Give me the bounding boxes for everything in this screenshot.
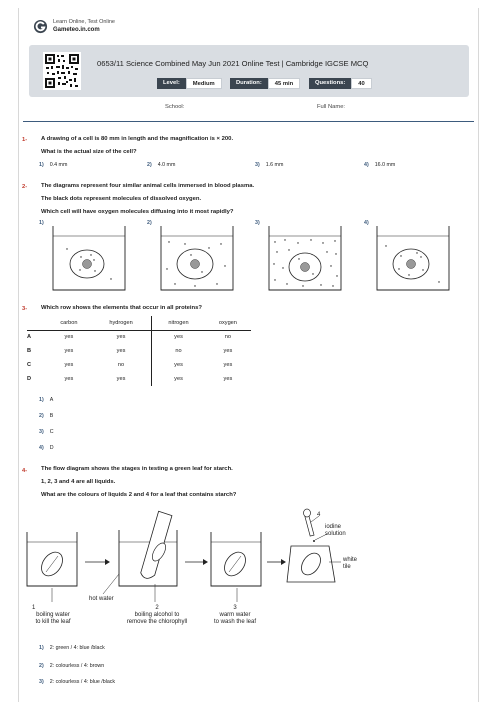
hot-water-label: hot water [89, 596, 114, 602]
answer-option[interactable]: 3) C [39, 429, 54, 435]
question-number: 4- [22, 468, 28, 474]
questions-value: 40 [351, 78, 371, 89]
step-number: 2 [155, 605, 159, 611]
step-number: 4 [317, 512, 321, 518]
answer-option[interactable]: 4) [364, 220, 369, 226]
test-title: 0653/11 Science Combined May Jun 2021 Online Test | Cambridge IGCSE MCQ [97, 59, 369, 68]
cell-beaker-diagram [155, 224, 239, 294]
level-label: Level: [157, 78, 186, 89]
question-text: Which cell will have oxygen molecules diffusing into it most rapidly? [41, 209, 234, 215]
school-label: School: [165, 104, 185, 110]
answer-option[interactable]: 4) 16.0 mm [364, 162, 396, 168]
fullname-label: Full Name: [317, 104, 346, 110]
answer-option[interactable]: 1) 0.4 mm [39, 162, 68, 168]
step-number: 1 [32, 605, 36, 611]
step-caption: remove the chlorophyll [126, 619, 188, 625]
protein-elements-table [27, 316, 251, 386]
question-text: What are the colours of liquids 2 and 4 for a leaf that contains starch? [41, 492, 237, 498]
step-caption: to wash the leaf [213, 619, 257, 625]
questions-badge [309, 78, 372, 89]
level-badge [157, 78, 222, 89]
answer-option[interactable]: 4) D [39, 445, 54, 451]
step-caption: boiling alcohol to [134, 612, 180, 618]
answer-option[interactable]: 3) 2: colourless / 4: blue /black [39, 679, 116, 685]
cell-beaker-diagram [47, 224, 131, 294]
answer-option[interactable]: 2) 4.0 mm [147, 162, 176, 168]
cell-beaker-diagram [371, 224, 455, 294]
answer-option[interactable]: 3) 1.6 mm [255, 162, 284, 168]
step-caption: boiling water [36, 612, 70, 618]
tile-label: tile [343, 564, 351, 570]
answer-option[interactable]: 1) A [39, 397, 54, 403]
table-row: C yes no yes yes [27, 358, 251, 372]
table-header: hydrogen [91, 316, 152, 330]
step-caption: warm water [219, 612, 251, 618]
test-header [29, 45, 469, 97]
answer-option[interactable]: 3) [255, 220, 260, 226]
answer-option[interactable]: 2) 2: colourless / 4: brown [39, 663, 105, 669]
answer-option[interactable]: 2) B [39, 413, 54, 419]
table-row: B yes yes no yes [27, 344, 251, 358]
question-number: 2- [22, 184, 28, 190]
brand [33, 18, 115, 34]
step-caption: to kill the leaf [35, 619, 71, 625]
tile-label: white [343, 557, 358, 563]
qr-code-icon [43, 52, 81, 90]
table-header: nitrogen [152, 316, 205, 330]
question-text: The diagrams represent four similar animal cells immersed in blood plasma. [41, 183, 255, 189]
duration-badge [230, 78, 300, 89]
duration-value: 45 min [268, 78, 300, 89]
table-row: D yes yes yes yes [27, 372, 251, 386]
question-number: 1- [22, 137, 28, 143]
gameteo-logo-icon [33, 19, 48, 34]
iodine-label: solution [325, 531, 346, 537]
iodine-label: iodine [325, 524, 342, 530]
brand-tagline: Learn Online, Test Online [53, 19, 115, 25]
answer-option[interactable]: 2) [147, 220, 152, 226]
step-number: 3 [233, 605, 237, 611]
question-number: 3- [22, 306, 28, 312]
worksheet-page [18, 8, 479, 702]
table-row: A yes yes yes no [27, 330, 251, 344]
brand-site: Gameteo.in.com [53, 27, 100, 33]
cell-beaker-diagram [263, 224, 347, 294]
answer-option[interactable]: 1) 2: green / 4: blue /black [39, 645, 105, 651]
duration-label: Duration: [230, 78, 268, 89]
table-header: oxygen [205, 316, 251, 330]
question-subtext: What is the actual size of the cell? [41, 149, 137, 155]
header-divider [23, 121, 474, 122]
level-value: Medium [186, 78, 222, 89]
question-text: The flow diagram shows the stages in testing a green leaf for starch. [41, 466, 233, 472]
question-text: The black dots represent molecules of dissolved oxygen. [41, 196, 202, 202]
question-text: 1, 2, 3 and 4 are all liquids. [41, 479, 116, 485]
question-text: Which row shows the elements that occur in all proteins? [41, 305, 203, 311]
table-header: carbon [47, 316, 91, 330]
answer-option[interactable]: 1) [39, 220, 44, 226]
question-text: A drawing of a cell is 80 mm in length and the magnification is × 200. [41, 136, 234, 142]
questions-label: Questions: [309, 78, 351, 89]
